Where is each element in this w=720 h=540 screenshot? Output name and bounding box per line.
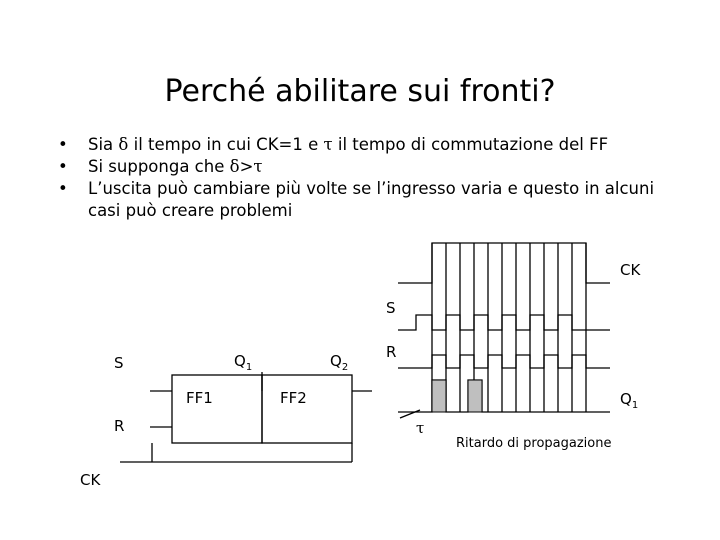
- tau-pointer-line: [400, 410, 420, 418]
- timing-ck-label: CK: [620, 261, 641, 279]
- bullet-dot: •: [58, 157, 68, 176]
- ff1-box: [172, 375, 262, 443]
- delay-region-1: [432, 380, 446, 412]
- ff2-label: FF2: [280, 389, 307, 407]
- tau-symbol: τ: [253, 157, 263, 176]
- bullet-dot: •: [58, 135, 68, 154]
- circuit-q1-label: $Q_1$: [234, 352, 253, 373]
- r-waveform: [398, 355, 610, 368]
- delay-caption: Ritardo di propagazione: [456, 436, 612, 451]
- bullet-item: • Si supponga che δ>τ: [58, 157, 263, 176]
- delta-symbol: δ: [229, 157, 240, 176]
- tau-symbol: τ: [323, 135, 333, 154]
- q1-waveform: [398, 380, 610, 412]
- ff1-label: FF1: [186, 389, 213, 407]
- circuit-ck-label: CK: [80, 471, 101, 489]
- slide-title: Perché abilitare sui fronti?: [164, 74, 556, 109]
- circuit-r-label: R: [114, 417, 125, 435]
- timing-grid: [432, 243, 586, 412]
- circuit-q2-label: $Q_2$: [330, 352, 349, 373]
- bullet-item: • L’uscita può cambiare più volte se l’ingresso varia e questo in alcuni casi può creare problemi: [58, 179, 655, 220]
- bullet-dot: •: [58, 179, 68, 198]
- ck-waveform: [398, 243, 610, 283]
- tau-label: τ: [416, 419, 425, 437]
- bullet-item: • Sia δ il tempo in cui CK=1 e τ il tempo di commutazione del FF: [58, 135, 609, 154]
- timing-r-label: R: [386, 343, 397, 361]
- delay-region-2: [468, 380, 482, 412]
- ff2-box: [262, 375, 352, 443]
- s-waveform: [398, 315, 610, 330]
- delta-symbol: δ: [118, 135, 129, 154]
- timing-s-label: S: [386, 299, 396, 317]
- circuit-s-label: S: [114, 354, 124, 372]
- timing-q1-label: $Q_1$: [620, 390, 639, 411]
